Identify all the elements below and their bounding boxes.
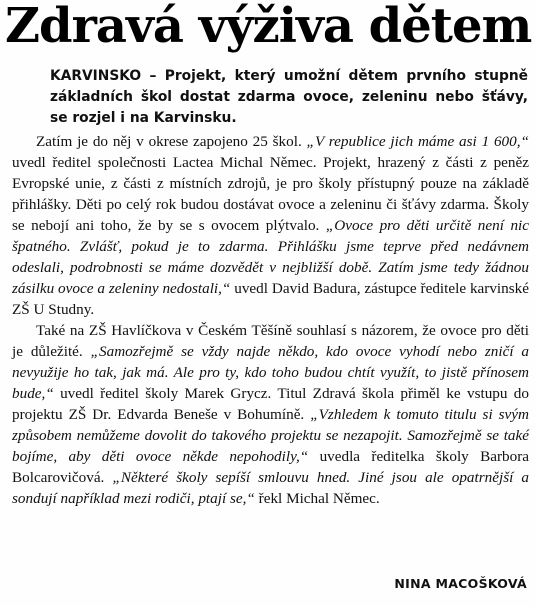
text-span: uvedl ředitel školy Marek Grycz. Titul Zdravá škola přiměl ke vstupu do projektu ZŠ Dr. Edvarda Beneše v Bohumíně. (12, 385, 529, 423)
headline: Zdravá výživa dětem (5, 0, 532, 54)
text-span: řekl Michal Němec. (254, 490, 380, 507)
paragraph-1 (12, 131, 529, 320)
quote: „Některé školy sepíší smlouvu hned. Jiné jsou ale opatrnější a sondují například mezi rodiči, ptají se,“ (12, 469, 530, 507)
quote: „Ovoce pro děti určitě není nic špatného. Zvlášť, pokud je to zdarma. Přihlášku jsme teprve před nedávnem odeslali, podrobnosti se máme dozvědět v nejbližší době. Zatím jsme tedy žádnou zásilku ovoce a zeleniny nedostali,“ (12, 217, 530, 297)
text-span: uvedl ředitel společnosti Lactea Michal Němec. Projekt, hrazený z části z peněz Evropské unie, z části z místních zdrojů, je pro školy přístupný pouze na základě přihlášky. Děti po celý rok budou dostávat ovoce a zeleninu či šťávy zdarma. Školy se nebojí ani toho, že by se s ovocem plýtvalo. (12, 154, 529, 234)
article-body (12, 131, 529, 509)
text-span: uvedl David Badura, zástupce ředitele karvinské ZŠ U Studny. (12, 280, 529, 318)
quote: „V republice jich máme asi 1 600,“ (306, 133, 529, 150)
perex: KARVINSKO – Projekt, který umožní dětem prvního stupně základních škol dostat zdarma ovoce, zeleninu nebo šťávy, se rozjel i na Karvinsku. (50, 68, 528, 126)
text-span: Zatím je do něj v okrese zapojeno 25 škol. (36, 133, 307, 150)
quote: „Vzhledem k tomuto titulu si svým způsobem nemůžeme dovolit do takového projektu se nezapojit. Samozřejmě se také bojíme, aby děti ovoce někde nepohodily,“ (12, 406, 529, 465)
text-span: Také na ZŠ Havlíčkova v Českém Těšíně souhlasí s názorem, že ovoce pro děti je důležité. (12, 322, 529, 360)
paragraph-2 (12, 320, 529, 509)
text-span: uvedla ředitelka školy Barbora Bolcarovičová. (12, 448, 530, 486)
author-byline: NINA MACOŠKOVÁ (394, 576, 527, 591)
quote: „Samozřejmě se vždy najde někdo, kdo ovoce vyhodí nebo zničí a nevyužije ho tak, jak má. Ale pro ty, kdo toho budou chtít využít, to jistě přínosem bude,“ (12, 343, 530, 402)
